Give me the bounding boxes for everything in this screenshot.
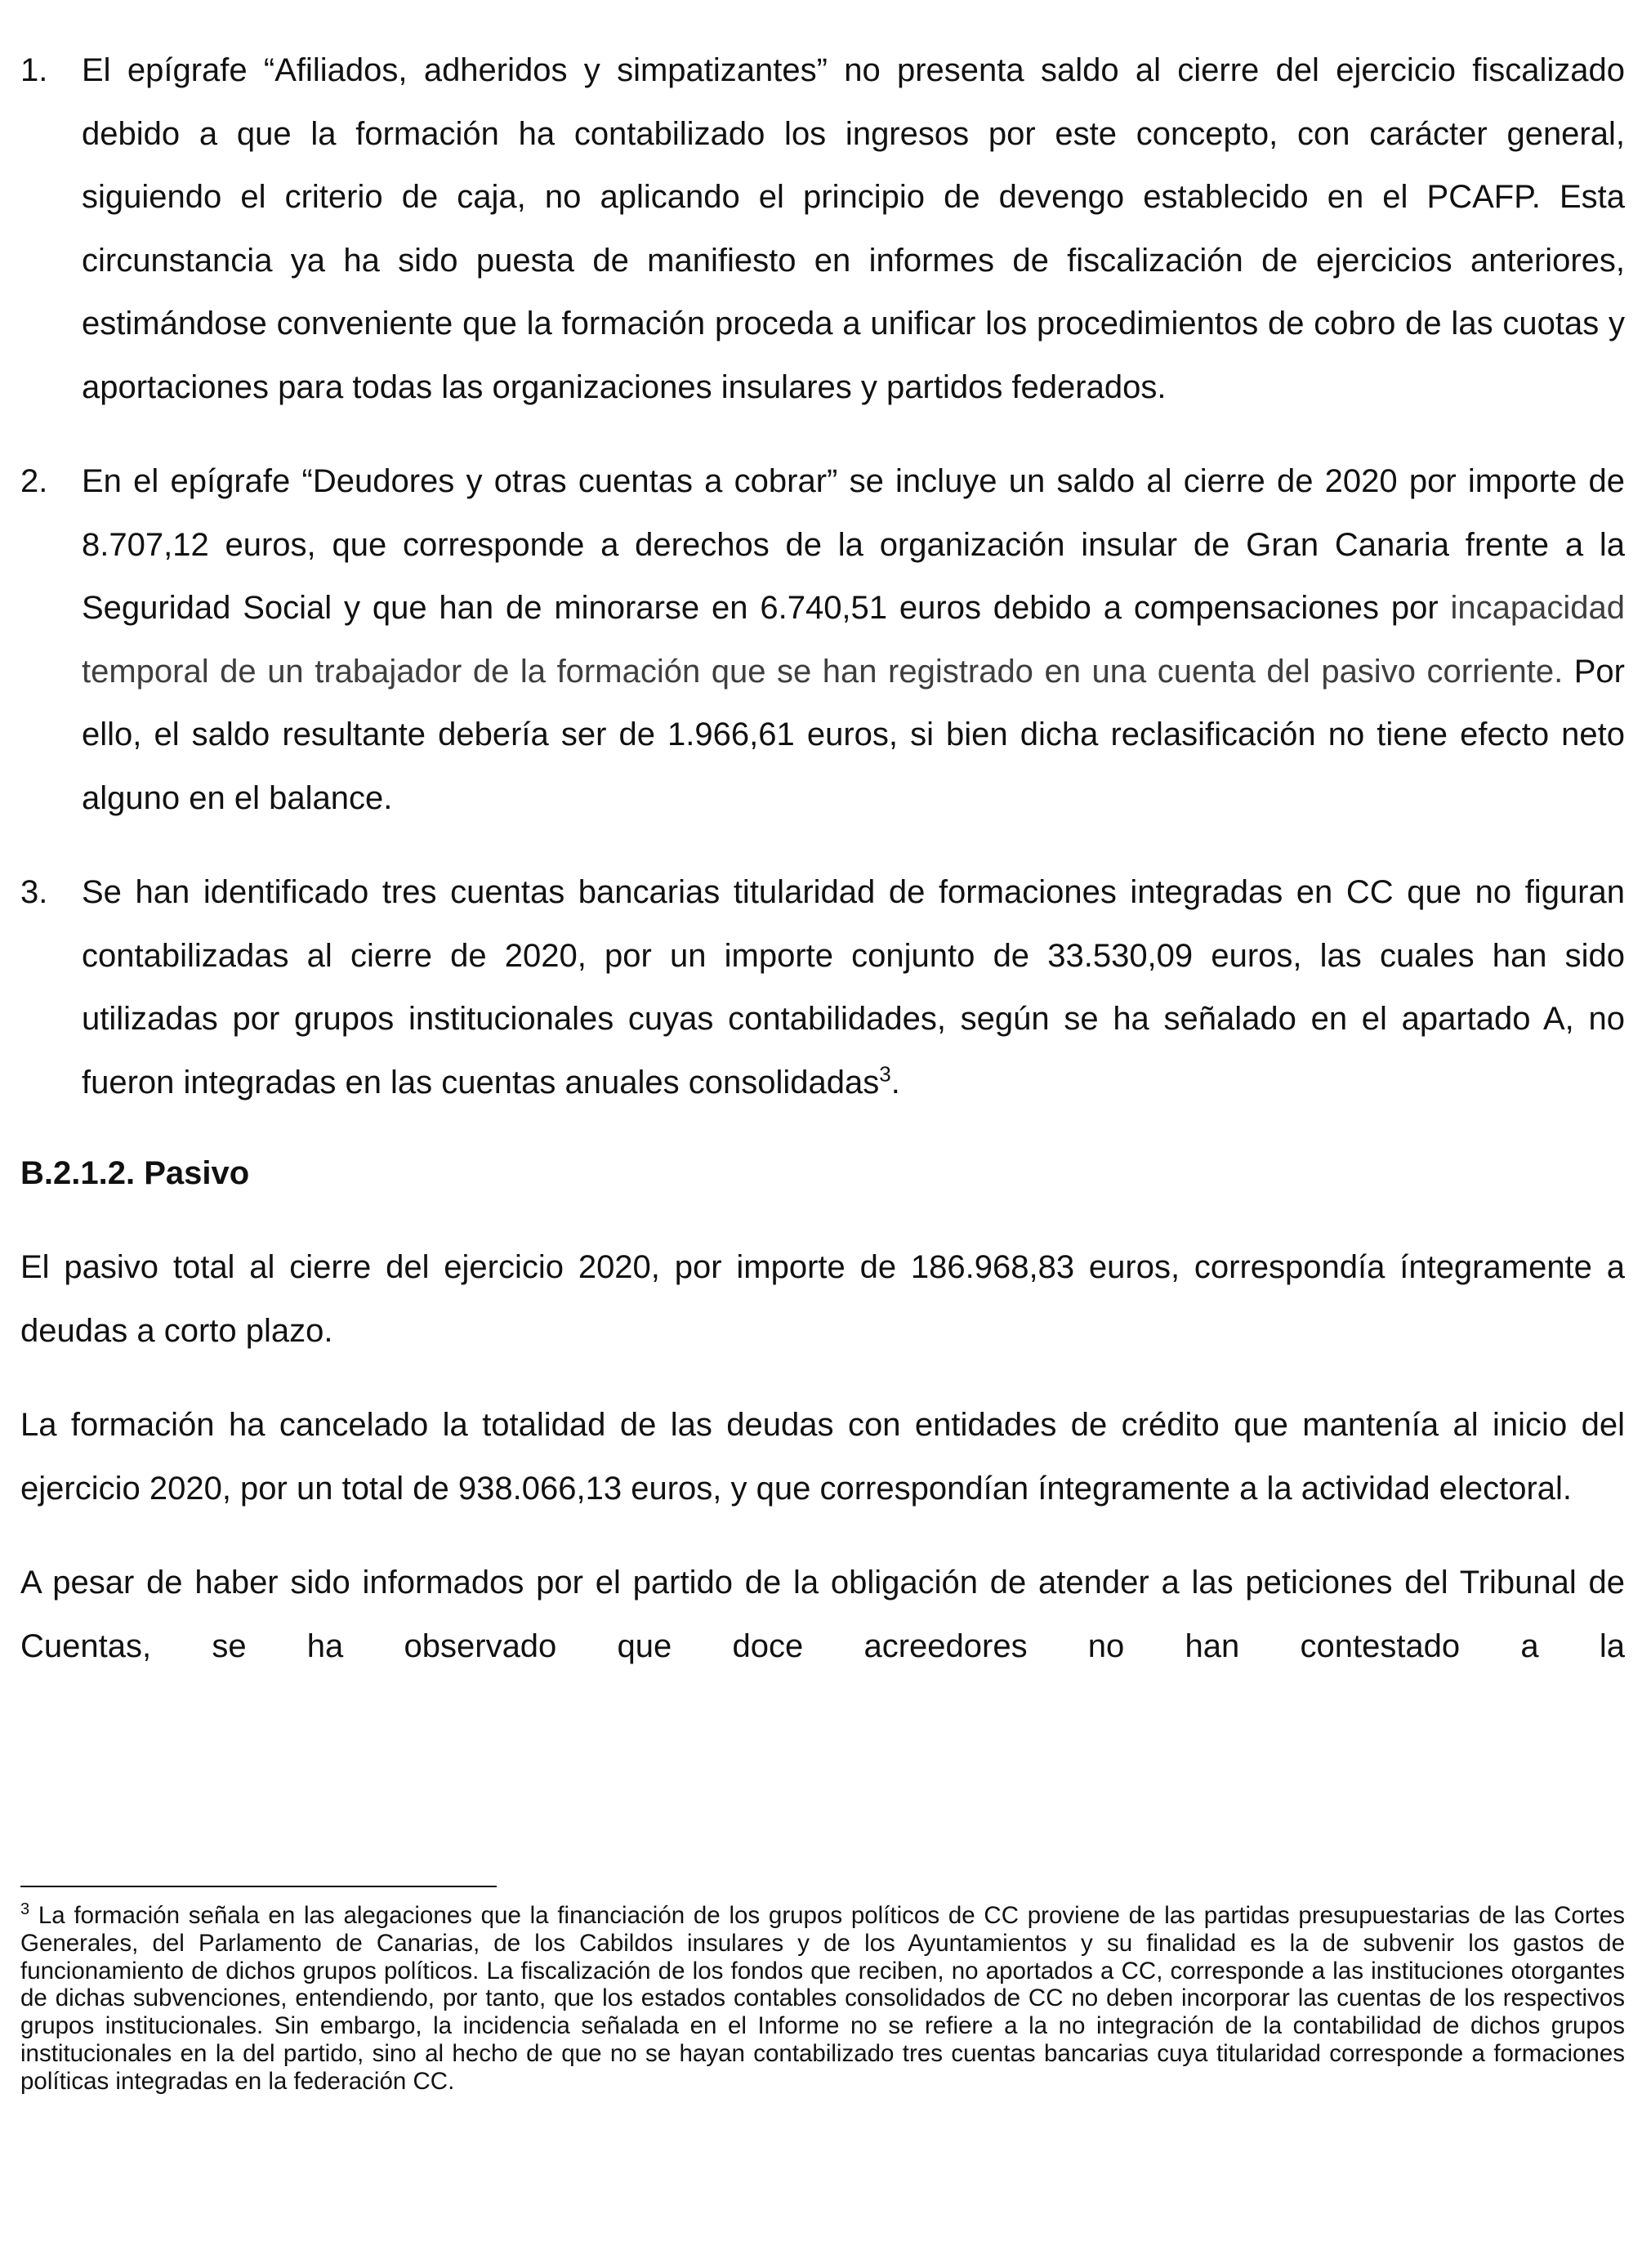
paragraph: A pesar de haber sido informados por el partido de la obligación de atender a las peticiones del Tribunal de Cuentas, se ha observado que doce acreedores no han contestado a la: [20, 1565, 1625, 1664]
paragraph: El pasivo total al cierre del ejercicio 2020, por importe de 186.968,83 euros, correspondía íntegramente a deudas a corto plazo.: [20, 1249, 1625, 1349]
list-item-text: Por ello, el saldo resultante debería ser de 1.966,61 euros, si bien dicha reclasificación no tiene efecto neto alguno en el balance.: [82, 653, 1626, 816]
section-heading: B.2.1.2. Pasivo: [20, 1155, 250, 1191]
list-number: 3.: [20, 874, 48, 910]
document-page: [20, 39, 1625, 1678]
list-item-text-highlight: incapacidad temporal de un trabajador de la formación que se han registrado en una cuenta del pasivo corriente.: [82, 590, 1626, 690]
list-item-text: Se han identificado tres cuentas bancarias titularidad de formaciones integradas en CC que no figuran contabilizadas al cierre de 2020, por un importe conjunto de 33.530,09 euros, las cuales han sido utilizadas por grupos institucionales cuyas contabilidades, según se ha señalado en el apartado A, no fueron integradas en las cuentas anuales consolidadas: [82, 874, 1625, 1101]
footnote-separator: [20, 1886, 497, 1887]
list-item-2: [20, 450, 1625, 830]
list-item-text: En el epígrafe “Deudores y otras cuentas a cobrar” se incluye un saldo al cierre de 2020 por importe de 8.707,12 euros, que corresponde a derechos de la organización insular de Gran Canaria frente a la Seguridad Social y que han de minorarse en 6.740,51 euros debido a compensaciones por: [82, 463, 1625, 626]
list-item-text: El epígrafe “Afiliados, adheridos y simpatizantes” no presenta saldo al cierre del ejercicio fiscalizado debido a que la formación ha contabilizado los ingresos por este concepto, con carácter general, siguiendo el criterio de caja, no aplicando el principio de devengo establecido en el PCAFP. Esta circunstancia ya ha sido puesta de manifiesto en informes de fiscalización de ejercicios anteriores, estimándose conveniente que la formación proceda a unificar los procedimientos de cobro de las cuotas y aportaciones para todas las organizaciones insulares y partidos federados.: [82, 52, 1625, 405]
list-item-end: .: [890, 1064, 900, 1101]
footnote-number: 3: [20, 1900, 30, 1919]
footnote: [20, 1902, 1625, 2096]
list-item-3: [20, 861, 1625, 1114]
footnote-text: La formación señala en las alegaciones que la financiación de los grupos políticos de CC proviene de las partidas presupuestarias de las Cortes Generales, del Parlamento de Canarias, de los Cabildos insulares y de los Ayuntamientos y su finalidad es la de subvenir los gastos de funcionamiento de dichos grupos políticos. La fiscalización de los fondos que reciben, no aportados a CC, corresponde a las instituciones otorgantes de dichas subvenciones, entendiendo, por tanto, que los estados contables consolidados de CC no deben incorporar las cuentas de los respectivos grupos institucionales. Sin embargo, la incidencia señalada en el Informe no se refiere a la no integración de la contabilidad de dichos grupos institucionales en la del partido, sino al hecho de que no se hayan contabilizado tres cuentas bancarias cuya titularidad corresponde a formaciones políticas integradas en la federación CC.: [20, 1902, 1625, 2095]
paragraph: La formación ha cancelado la totalidad de las deudas con entidades de crédito que mantenía al inicio del ejercicio 2020, por un total de 938.066,13 euros, y que correspondían íntegramente a la actividad electoral.: [20, 1407, 1625, 1507]
list-number: 1.: [20, 52, 48, 88]
footnote-reference[interactable]: 3: [879, 1061, 891, 1087]
list-item-1: [20, 39, 1625, 419]
list-number: 2.: [20, 463, 48, 499]
